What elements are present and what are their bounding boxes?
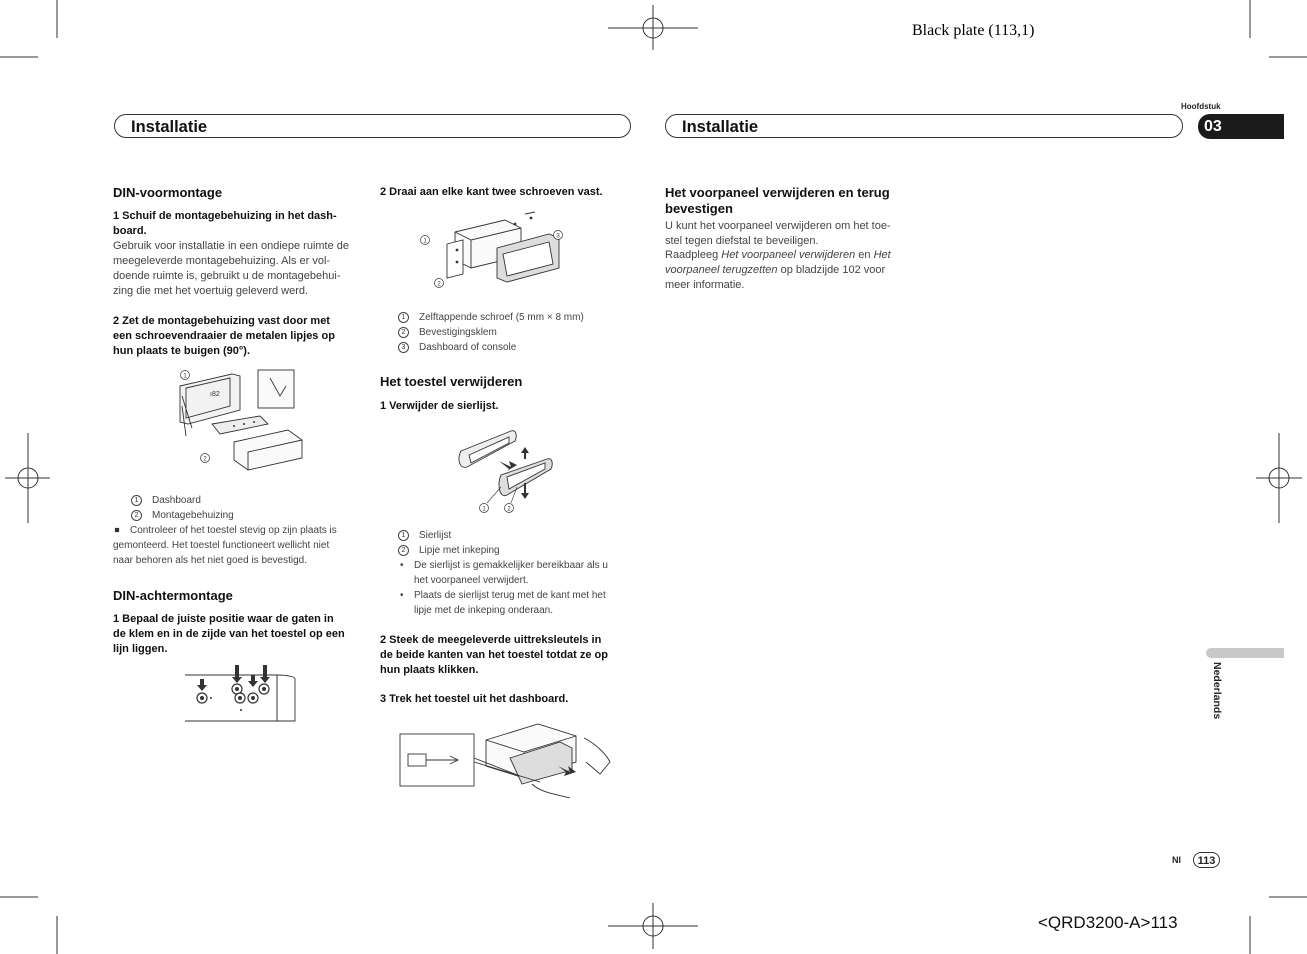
remove-trim-step: 1 Verwijder de sierlijst. — [380, 400, 499, 412]
link-front-panel-remove[interactable]: Het voorpaneel verwijderen — [721, 249, 856, 261]
language-tab-bar — [1206, 648, 1284, 658]
insert-keys-step: 2 Steek de meegeleverde uittreksleutels in de beide kanten van het toestel totdat ze op hun plaats klikken. — [380, 634, 608, 676]
figure-mounting-sleeve — [172, 366, 312, 476]
screws-marker3: 3 — [556, 233, 560, 240]
page-number: 113 — [1193, 852, 1220, 868]
din-front-step1: 1 Schuif de montagebehuizing in het dash- board. — [113, 210, 337, 237]
language-tab-label: Nederlands — [1211, 662, 1223, 720]
screws-caption3: 3 Dashboard of console — [398, 340, 516, 355]
din-rear-title: DIN-achtermontage — [113, 588, 233, 603]
trim-bullet2-marker: • — [400, 590, 404, 601]
trim-caption2: 2 Lipje met inkeping — [398, 543, 500, 558]
registration-mark-right — [1256, 433, 1302, 523]
screws-caption1: 1 Zelftappende schroef (5 mm × 8 mm) — [398, 310, 584, 325]
trim-marker2: 2 — [507, 506, 511, 513]
fig1-caption2: 2 Montagebehuizing — [131, 508, 234, 523]
figure-pull-unit — [400, 722, 615, 802]
fig1-marker2: 2 — [203, 456, 207, 463]
registration-mark-top — [608, 5, 698, 50]
fig1-caption1: 1 Dashboard — [131, 493, 201, 508]
trim-caption1: 1 Sierlijst — [398, 528, 451, 543]
remove-unit-title: Het toestel verwijderen — [380, 374, 523, 389]
footer-lang: Nl — [1172, 855, 1181, 865]
din-front-step2: 2 Zet de montagebehuizing vast door met een schroevendraaier de metalen lipjes op hun plaats te buigen (90°). — [113, 315, 335, 357]
fig1-label: ı82 — [210, 391, 220, 398]
trim-marker1: 1 — [482, 506, 486, 513]
figure-screws — [417, 212, 567, 292]
fig1-marker1: 1 — [183, 373, 187, 380]
trim-bullet2: Plaats de sierlijst terug met de kant met het lipje met de inkeping onderaan. — [414, 590, 606, 616]
screws-marker1: 1 — [423, 238, 427, 245]
figure-rear-mount-holes — [185, 665, 300, 725]
din-front-step1-body: Gebruik voor installatie in een ondiepe ruimte de meegeleverde montagebehuizing. Als er vol- doende ruimte is, gebruikt u de montagebehui- zing die met het voertuig geleverd werd. — [113, 240, 350, 297]
screws-step: 2 Draai aan elke kant twee schroeven vast. — [380, 186, 603, 198]
left-section-header: Installatie — [114, 114, 631, 138]
trim-bullet1-marker: • — [400, 560, 404, 571]
registration-mark-left — [5, 433, 50, 523]
screws-caption2: 2 Bevestigingsklem — [398, 325, 497, 340]
front-panel-body1: U kunt het voorpaneel verwijderen om het toe- stel tegen diefstal te beveiligen. — [665, 220, 891, 247]
link-front-panel-attach[interactable]: Het voorpaneel terugzetten — [665, 249, 891, 276]
registration-mark-bottom — [608, 903, 698, 949]
trim-bullet1: De sierlijst is gemakkelijker bereikbaar als u het voorpaneel verwijdert. — [414, 560, 608, 586]
din-front-title: DIN-voormontage — [113, 185, 223, 200]
plate-label: Black plate (113,1) — [912, 22, 1035, 39]
din-rear-step1: 1 Bepaal de juiste positie waar de gaten in de klem en in de zijde van het toestel op een lijn liggen. — [113, 613, 345, 655]
screws-marker2: 2 — [437, 281, 441, 288]
front-panel-title: Het voorpaneel verwijderen en terug bevestigen — [665, 185, 890, 216]
chapter-number-tab: 03 — [1198, 114, 1284, 139]
mounting-note: Controleer of het toestel stevig op zijn plaats is gemonteerd. Het toestel functioneert wellicht niet naar behoren als het niet goed is bevestigd. — [113, 525, 337, 566]
page-code: <QRD3200-A>113 — [1038, 913, 1178, 932]
pull-unit-step: 3 Trek het toestel uit het dashboard. — [380, 693, 569, 705]
figure-trim-ring — [455, 423, 565, 513]
front-panel-body2: Raadpleeg Het voorpaneel verwijderen en Het voorpaneel terugzetten op bladzijde 102 voor meer informatie. — [665, 249, 891, 291]
right-section-header: Installatie — [665, 114, 1183, 138]
chapter-label: Hoofdstuk — [1181, 102, 1221, 111]
